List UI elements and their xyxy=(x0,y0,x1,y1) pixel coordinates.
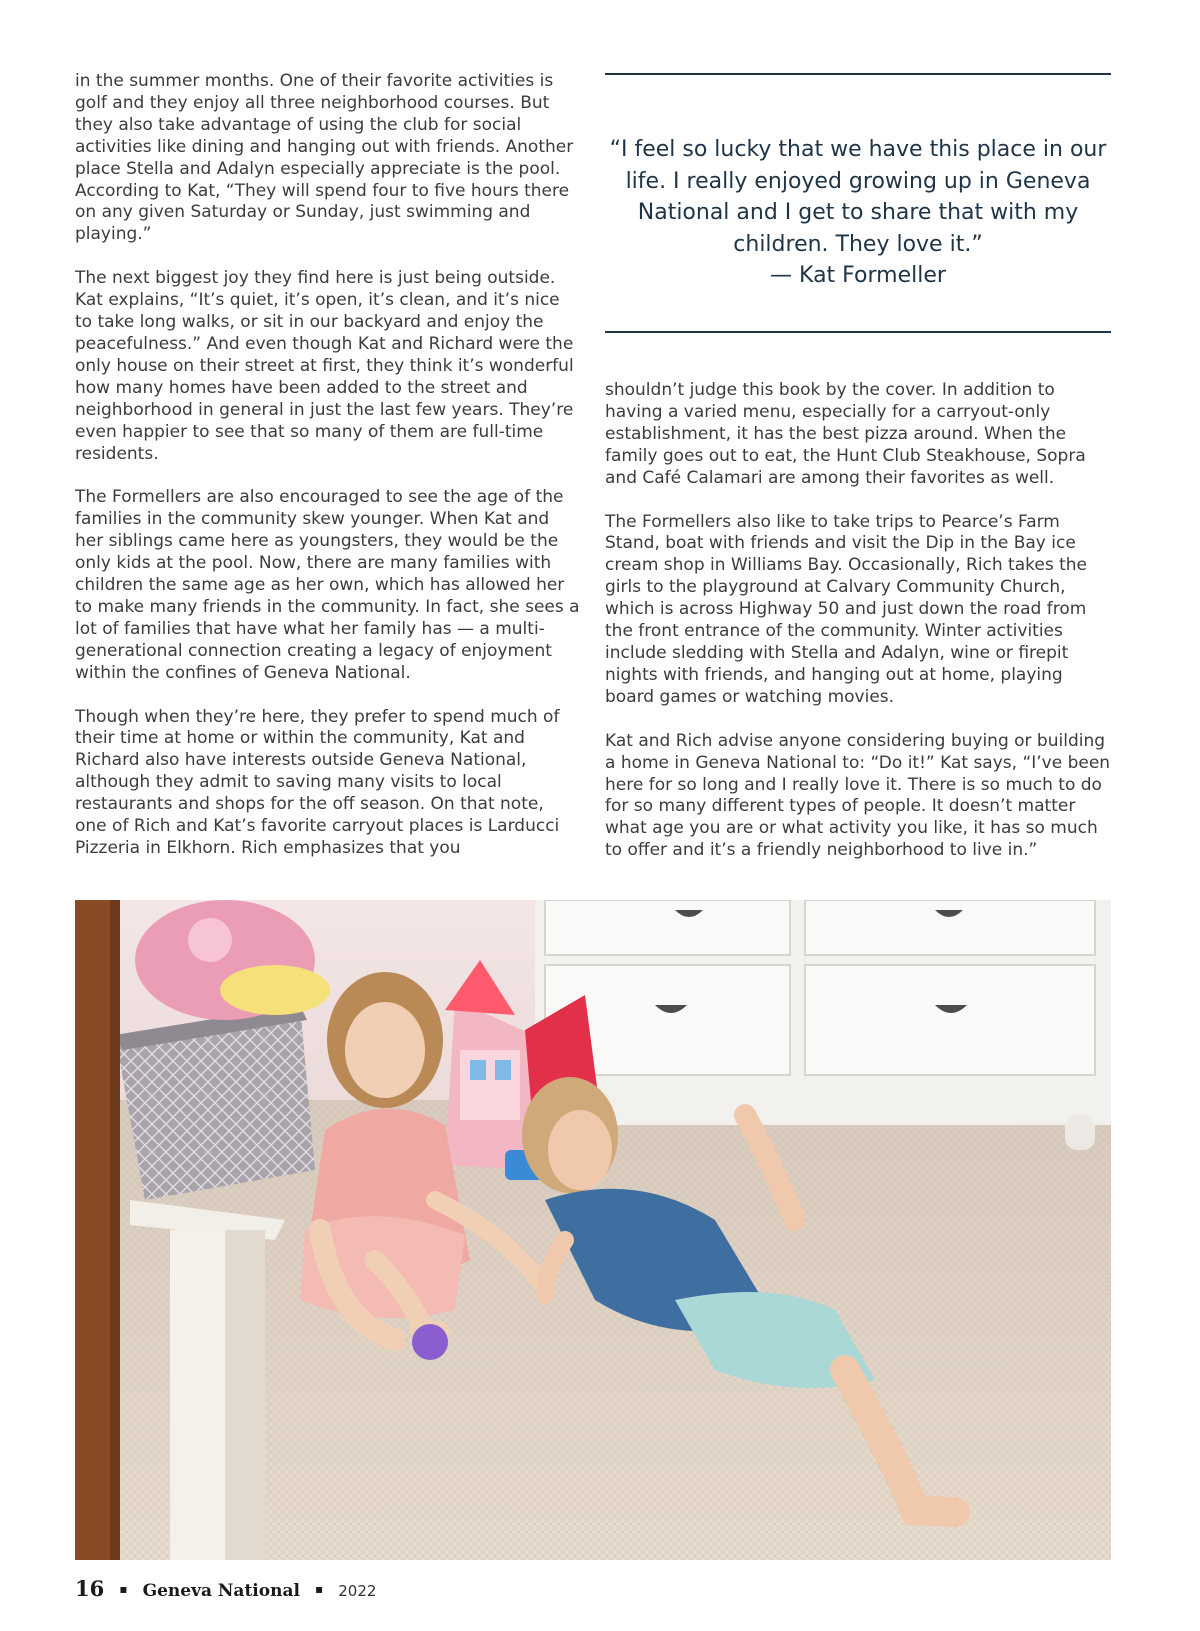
paragraph: The next biggest joy they find here is just being outside. Kat explains, “It’s quiet, it’s open, it’s clean, and it’s nice to take long walks, or sit in our backyard and enjoy the peacefulness.” And even though Kat and Richard were the only house on their street at first, they think it’s wonderful how many homes have been added to the street and neighborhood in general in just the last few years. They’re even happier to see that so many of them are full-time residents. xyxy=(75,268,574,464)
dresser xyxy=(535,900,1111,1150)
publication-year: 2022 xyxy=(338,1582,377,1600)
page-footer xyxy=(75,1576,376,1606)
article-photo xyxy=(75,900,1111,1560)
paragraph: The Formellers also like to take trips to Pearce’s Farm Stand, boat with friends and visit the Dip in the Bay ice cream shop in Williams Bay. Occasionally, Rich takes the girls to the playground at Calvary Community Church, which is across Highway 50 and just down the road from the front entrance of the community. Winter activities include sledding with Stella and Adalyn, wine or firepit nights with friends, and hanging out at home, playing board games or watching movies. xyxy=(605,511,1088,707)
door-frame xyxy=(75,900,110,1560)
purple-ball xyxy=(412,1324,448,1360)
paragraph: Kat and Rich advise anyone considering buying or building a home in Geneva National to: “Do it!” Kat says, “I’ve been here for so long and I really love it. There is so much to do for so many different types of people. It doesn’t matter what age you are or what activity you like, it has so much to offer and it’s a friendly neighborhood to live in.” xyxy=(605,730,1111,861)
footer-separator: ▪ xyxy=(315,1582,324,1596)
paragraph: Though when they’re here, they prefer to spend much of their time at home or within the community, Kat and Richard also have interests outside Geneva National, although they admit to saving many visits to local restaurants and shops for the off season. On that note, one of Rich and Kat’s favorite carryout places is Larducci Pizzeria in Elkhorn. Rich emphasizes that you xyxy=(75,706,560,858)
pull-quote-attribution: — Kat Formeller xyxy=(770,263,946,288)
publication-name: Geneva National xyxy=(142,1581,300,1601)
article-column-left xyxy=(75,71,580,860)
pull-quote xyxy=(605,134,1111,292)
page-number: 16 xyxy=(75,1576,105,1601)
paragraph: in the summer months. One of their favorite activities is golf and they enjoy all three neighborhood courses. But they also take advantage of using the club for social activities like dining and hanging out with friends. Another place Stella and Adalyn especially appreciate is the pool. According to Kat, “They will spend four to five hours there on any given Saturday or Sunday, just swimming and playing.” xyxy=(75,71,574,245)
paragraph: shouldn’t judge this book by the cover. In addition to having a varied menu, especially for a carryout-only establishment, it has the best pizza around. When the family goes out to eat, the Hunt Club Steakhouse, Sopra and Café Calamari are among their favorites as well. xyxy=(605,380,1086,488)
photo-illustration xyxy=(75,900,1111,1560)
footer-separator: ▪ xyxy=(119,1582,128,1596)
pull-quote-text: “I feel so lucky that we have this place in our life. I really enjoyed growing up in Geneva National and I get to share that with my children. They love it.” xyxy=(609,137,1107,257)
pull-quote-top-rule xyxy=(605,73,1111,75)
pull-quote-bottom-rule xyxy=(605,331,1111,333)
article-column-right xyxy=(605,380,1111,862)
paragraph: The Formellers are also encouraged to see the age of the families in the community skew younger. When Kat and her siblings came here as youngsters, they would be the only kids at the pool. Now, there are many families with children the same age as her own, which has allowed her to make many friends in the community. In fact, she sees a lot of families that have what her family has — a multi-generational connection creating a legacy of enjoyment within the confines of Geneva National. xyxy=(75,487,580,683)
fabric-basket xyxy=(115,1005,315,1200)
